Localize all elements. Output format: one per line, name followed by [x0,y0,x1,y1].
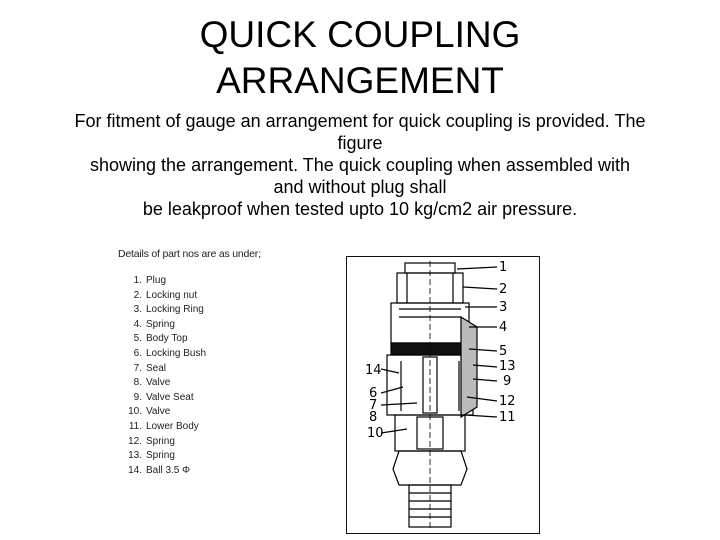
part-item [133,289,318,304]
part-number: 1. [133,275,142,286]
description-paragraph [20,110,700,220]
part-name: Valve [146,377,171,389]
callout-4: 4 [499,320,508,335]
part-item [133,332,318,347]
part-number: 10. [128,406,142,418]
callout-6: 6 [369,386,378,401]
part-item [133,391,318,406]
part-number: 7. [133,362,142,374]
part-item [128,405,318,420]
description-line-5: be leakproof when tested upto 10 kg/cm2 air pressure. [142,199,578,219]
part-number: 12. [128,435,142,447]
part-name: Valve [146,406,171,418]
part-item [133,347,318,362]
part-item [133,274,318,289]
parts-list-heading: Details of part nos are as under; [118,248,261,260]
callout-9: 9 [503,374,512,389]
coupling-drawing [347,257,541,535]
callout-14: 14 [365,363,382,378]
part-name: Locking Bush [146,347,207,359]
part-item [128,449,318,464]
part-number: 8. [133,377,142,389]
part-item [128,464,318,479]
part-number: 5. [133,333,142,345]
part-name: Lower Body [146,420,199,432]
title-line-2: ARRANGEMENT [216,60,504,101]
part-name: Spring [146,450,175,462]
callout-5: 5 [499,344,508,359]
part-item [133,376,318,391]
part-name: Spring [146,435,175,447]
part-name: Body Top [146,333,188,345]
part-number: 3. [133,304,142,316]
part-number: 9. [133,391,142,403]
part-number: 13. [128,450,142,462]
title-line-1: QUICK COUPLING [199,14,521,55]
part-item [128,435,318,450]
part-number: 4. [133,318,142,330]
part-name: Spring [146,318,175,330]
callout-7: 7 [369,398,378,413]
part-item [133,318,318,333]
callout-10: 10 [367,426,384,441]
callout-12: 12 [499,394,516,409]
callout-1: 1 [499,260,508,275]
callout-11: 11 [499,410,516,425]
part-name: Seal [146,362,167,374]
callout-8: 8 [369,410,378,425]
callout-3: 3 [499,300,508,315]
coupling-diagram [346,256,540,534]
part-name: Valve Seat [146,391,194,403]
callout-2: 2 [499,282,508,297]
part-item [128,420,318,435]
description-line-4: and without plug shall [273,177,447,197]
parts-list-items [118,274,318,478]
parts-list [118,248,318,478]
part-name: Plug [146,275,167,286]
part-number: 11. [128,420,142,432]
part-number: 6. [133,347,142,359]
part-number: 14. [128,464,142,476]
part-name: Ball 3.5 Φ [146,464,191,476]
description-line-3: showing the arrangement. The quick coupling when assembled with [90,155,630,175]
part-name: Locking nut [146,289,198,301]
part-item [133,362,318,377]
callout-13: 13 [499,359,516,374]
page-title [0,12,720,104]
part-number: 2. [133,289,142,301]
description-line-2: figure [337,133,383,153]
part-name: Locking Ring [146,304,204,316]
description-line-1: For fitment of gauge an arrangement for quick coupling is provided. The [74,111,646,131]
part-item [133,303,318,318]
